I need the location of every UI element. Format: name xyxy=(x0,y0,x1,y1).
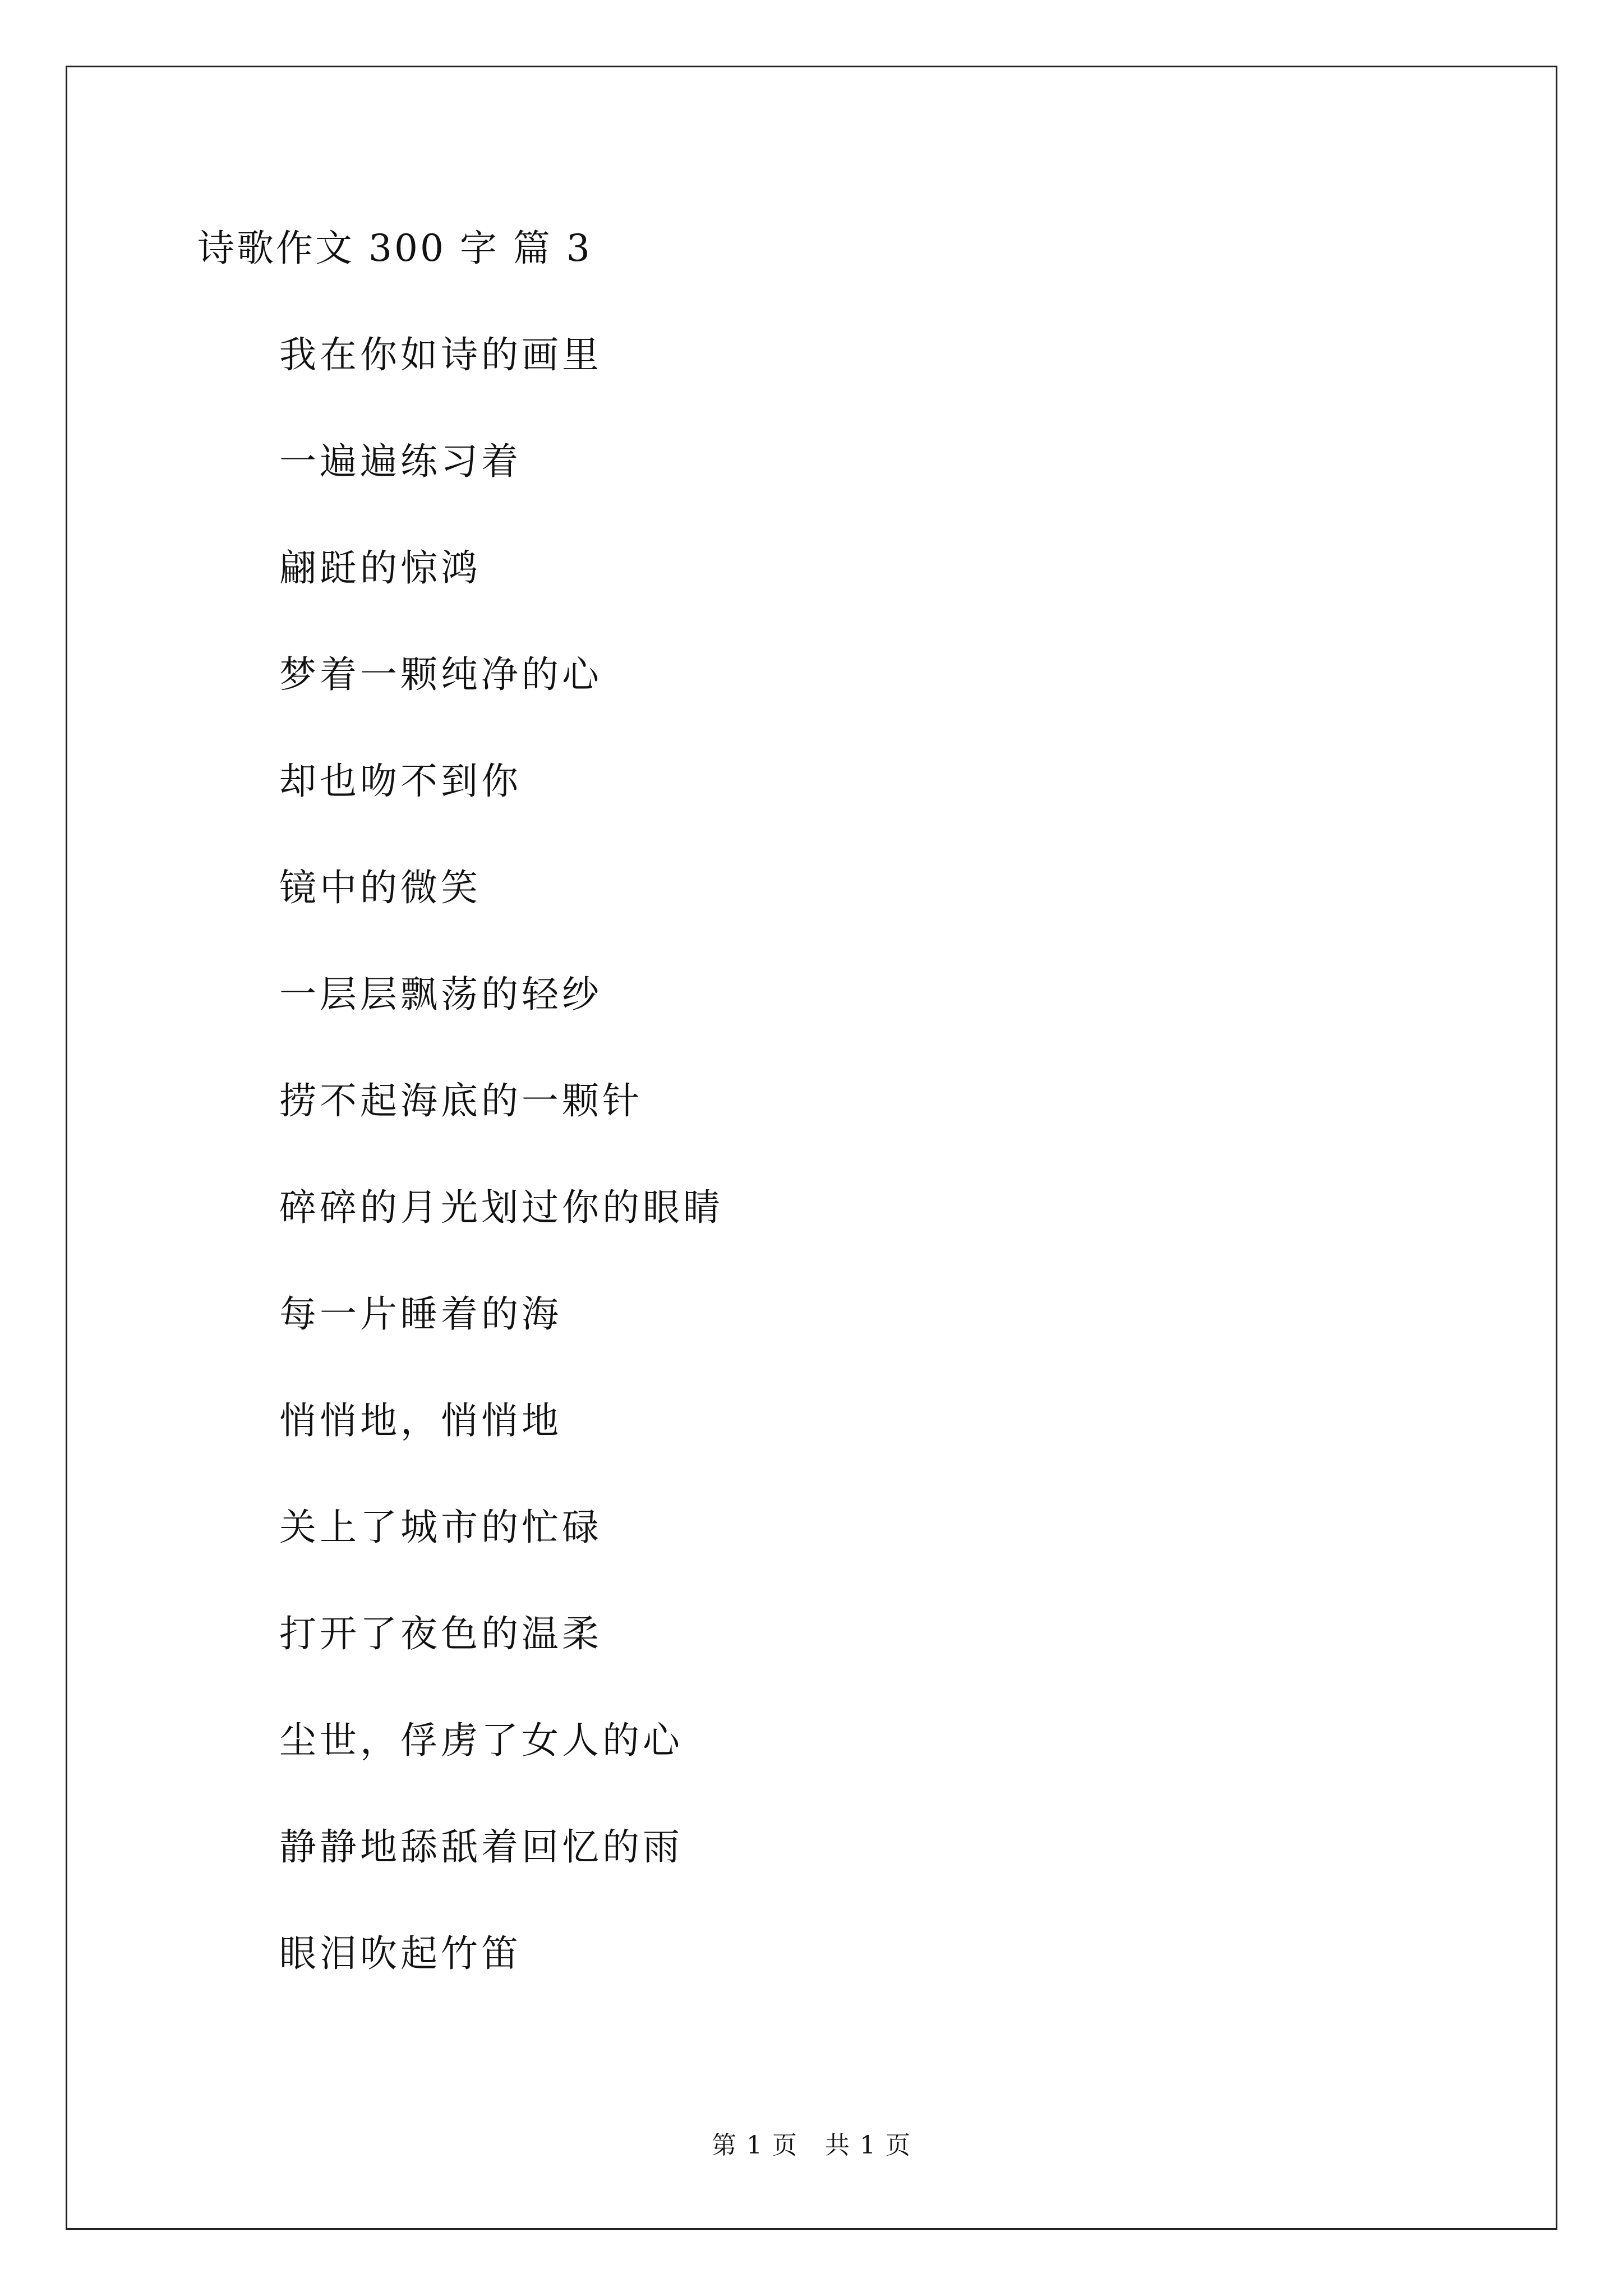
poem-line: 镜中的微笑 xyxy=(279,866,481,909)
poem-line: 尘世，俘虏了女人的心 xyxy=(279,1719,683,1762)
poem-line: 静静地舔舐着回忆的雨 xyxy=(279,1825,683,1869)
poem-line: 每一片睡着的海 xyxy=(279,1292,562,1336)
poem-line: 关上了城市的忙碌 xyxy=(279,1506,602,1549)
poem-line: 一层层飘荡的轻纱 xyxy=(279,973,602,1016)
document-title: 诗歌作文 300 字 篇 3 xyxy=(197,227,592,270)
poem-line: 碎碎的月光划过你的眼睛 xyxy=(279,1186,723,1229)
page-number-current: 第 1 页 xyxy=(712,2131,798,2160)
page-number-total: 共 1 页 xyxy=(825,2131,911,2160)
poem-line: 捞不起海底的一颗针 xyxy=(279,1079,643,1122)
page-footer xyxy=(0,2129,1623,2162)
poem-line: 我在你如诗的画里 xyxy=(279,333,602,376)
poem-line: 翩跹的惊鸿 xyxy=(279,546,481,590)
poem-line: 打开了夜色的温柔 xyxy=(279,1612,602,1655)
poem-line: 却也吻不到你 xyxy=(279,760,522,803)
poem-line: 眼泪吹起竹笛 xyxy=(279,1932,522,1975)
poem-line: 梦着一颗纯净的心 xyxy=(279,653,602,696)
poem-line: 一遍遍练习着 xyxy=(279,440,522,483)
poem-line: 悄悄地，悄悄地 xyxy=(279,1399,562,1442)
poem-body xyxy=(279,330,723,2035)
